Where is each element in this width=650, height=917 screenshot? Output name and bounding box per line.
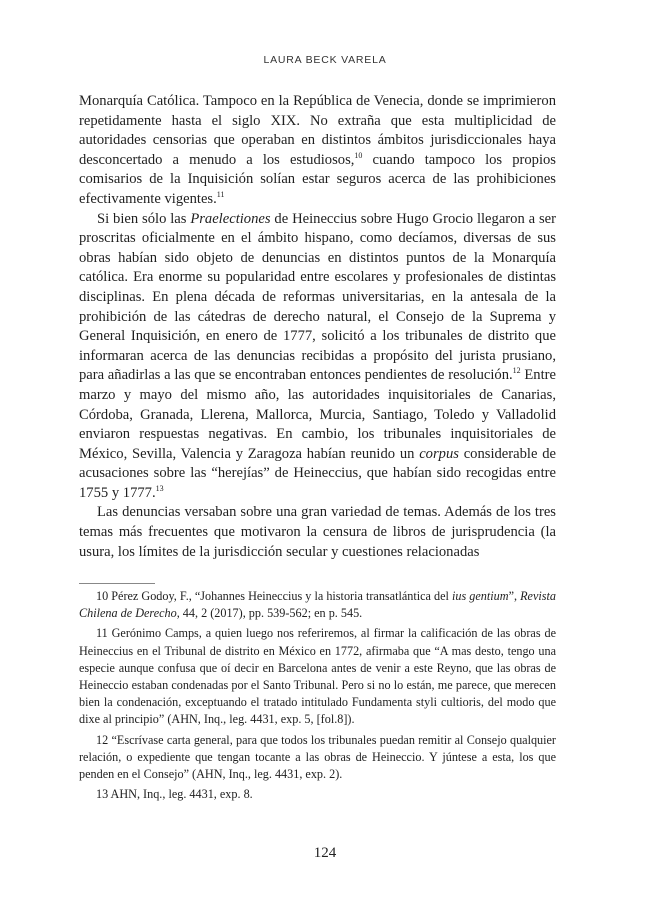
text-run: 13 AHN, Inq., leg. 4431, exp. 8. (96, 787, 253, 802)
page-number: 124 (313, 845, 337, 861)
text-run: Si bien sólo las (97, 210, 191, 227)
text-run: , 44, 2 (2017), pp. 539-562; en p. 545. (176, 606, 363, 621)
footnote (79, 786, 556, 803)
footnote-ref[interactable]: 10 (354, 150, 363, 160)
text-run: de Heineccius sobre Hugo Grocio llegaron a ser proscritas oficialmente en el ámbito hispano, como decíamos, diversas de sus obras habían sido objeto de denuncias en distintos puntos de la Monarquía católica. Era enorme su popularidad entre escolares y profesionales de distintas disciplinas. En plena década de reformas universitarias, en la antesala de la prohibición de las cátedras de derecho natural, el Consejo de la Suprema y General Inquisición, en enero de 1777, solicitó a los tribunales de distrito que informaran acerca de las denuncias recibidas a propósito del jurista prusiano, para añadirlas a las que se encontraban entonces pendientes de resolución. (79, 210, 556, 384)
text-run: 12 “Escrívase carta general, para que todos los tribunales puedan remitir al Consejo qualquier relación, o expediente que tengan tocante a las obras de Heineccio. Y júntese a esta, los que penden en el Consejo” (AHN, Inq., leg. 4431, exp. 2). (79, 732, 556, 782)
italic-text: Praelectiones (190, 210, 271, 227)
footnote-ref[interactable]: 13 (155, 484, 164, 494)
footnote (79, 588, 556, 622)
body-paragraph (79, 503, 556, 562)
text-run: Monarquía Católica. Tampoco en la República de Venecia, donde se imprimieron repetidamente hasta el siglo XIX. No extraña que esta multiplicidad de autoridades censorias que operaban en distintos ámbitos jurisdiccionales haya desconcertado a menudo a los estudiosos, (79, 93, 556, 168)
footnote (79, 625, 556, 728)
italic-text: ius gentium (451, 589, 509, 603)
text-run: ”, (508, 589, 521, 603)
body-paragraph (79, 92, 556, 210)
footnote-ref[interactable]: 12 (512, 366, 521, 376)
italic-text: Revista Chilena de Derecho (79, 589, 556, 621)
footnote-separator (79, 583, 155, 584)
footnotes (79, 588, 556, 806)
footnote (79, 732, 556, 784)
text-run: 10 Pérez Godoy, F., “Johannes Heineccius y la historia transatlántica del (96, 589, 452, 603)
running-head: LAURA BECK VARELA (263, 54, 387, 66)
footnote-ref[interactable]: 11 (216, 190, 225, 200)
text-run: Las denuncias versaban sobre una gran variedad de temas. Además de los tres temas más frecuentes que motivaron la censura de libros de jurisprudencia (la usura, los límites de la jurisdicción secular y cuestiones relacionadas (79, 504, 556, 560)
text-run: Entre marzo y mayo del mismo año, las autoridades inquisitoriales de Canarias, Córdoba, Granada, Llerena, Mallorca, Murcia, Santiago, Toledo y Valladolid enviaron respuestas negativas. En cambio, los tribunales inquisitoriales de México, Sevilla, Valencia y Zaragoza habían reunido un (79, 367, 556, 462)
body-paragraph (79, 210, 556, 504)
text-run: 11 Gerónimo Camps, a quien luego nos referiremos, al firmar la calificación de las obras de Heineccius en el Tribunal de distrito en México en 1772, afirmaba que “A mas desto, tengo una especie aunque confusa que oí decir en Barcelona antes de venir a este Reyno, que las obras de Heineccio estaban condenadas por el Santo Tribunal. Pero si no lo están, me parece, que merecen bien la condenación, exceptuando el tratado intitulado Fundamenta styli cultioris, del modo que dixe al principio” (AHN, Inq., leg. 4431, exp. 5, [fol.8]). (79, 626, 556, 727)
text-run: cuando tampoco los propios comisarios de la Inquisición solían estar seguros acerca de las prohibiciones efectivamente vigentes. (79, 151, 556, 207)
italic-text: corpus (419, 445, 459, 462)
text-run: considerable de acusaciones sobre las “herejías” de Heineccius, que habían sido recogidas entre 1755 y 1777. (79, 445, 556, 501)
body-text (79, 92, 556, 562)
